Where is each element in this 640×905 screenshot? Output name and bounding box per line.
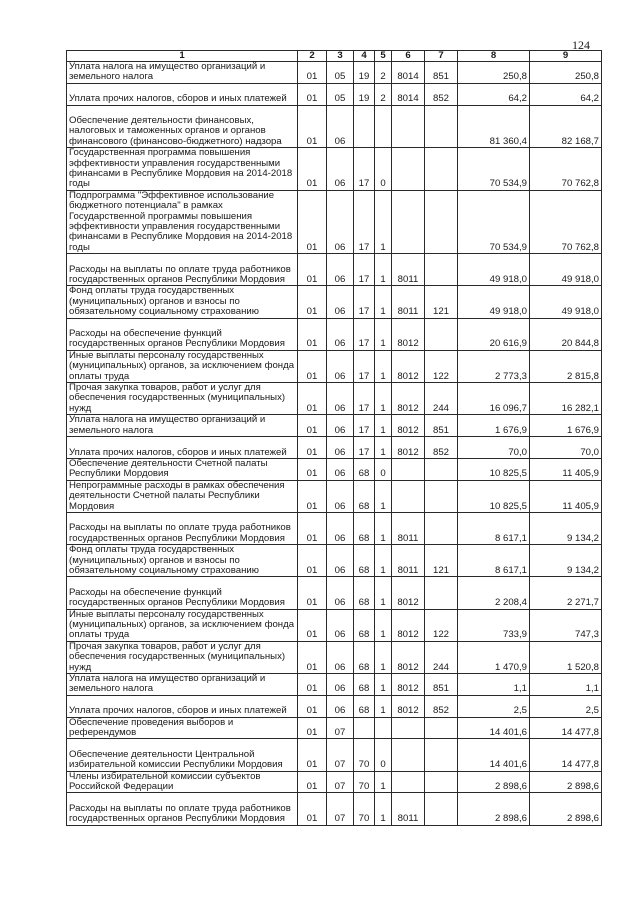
item-name: Фонд оплаты труда государственных (муниципальных) органов и взносы по обязательному социальному страхованию — [67, 286, 298, 318]
item-name: Обеспечение деятельности Центральной избирательной комиссии Республики Мордовия — [67, 739, 298, 771]
table-row — [67, 105, 602, 148]
subprogram-code: 2 — [375, 83, 392, 105]
table-row — [67, 695, 602, 717]
item-name: Расходы на обеспечение функций государственных органов Республики Мордовия — [67, 577, 298, 609]
program-code: 68 — [354, 512, 375, 544]
program-code: 17 — [354, 148, 375, 191]
subsection-code: 06 — [327, 695, 354, 717]
amount-year-2: 70 762,8 — [530, 148, 602, 191]
amount-year-2: 2 898,6 — [530, 793, 602, 825]
header-row — [67, 51, 602, 62]
table-row — [67, 673, 602, 695]
expense-type-code — [425, 148, 458, 191]
table-row — [67, 62, 602, 84]
subsection-code: 06 — [327, 609, 354, 641]
section-code: 01 — [298, 480, 327, 512]
page-number: 124 — [572, 38, 590, 52]
subsection-code: 06 — [327, 148, 354, 191]
subsection-code: 07 — [327, 771, 354, 793]
amount-year-1: 16 096,7 — [458, 383, 530, 415]
expense-type-code — [425, 739, 458, 771]
item-name: Прочая закупка товаров, работ и услуг для обеспечения государственных (муниципальных) нужд — [67, 641, 298, 673]
amount-year-1: 49 918,0 — [458, 254, 530, 286]
program-code: 68 — [354, 577, 375, 609]
program-code: 19 — [354, 83, 375, 105]
subprogram-code: 1 — [375, 437, 392, 459]
section-code: 01 — [298, 609, 327, 641]
table-row — [67, 609, 602, 641]
column-header-5: 5 — [375, 51, 392, 62]
expense-type-code: 122 — [425, 350, 458, 382]
subsection-code: 06 — [327, 437, 354, 459]
column-header-6: 6 — [392, 51, 425, 62]
target-code: 8012 — [392, 673, 425, 695]
target-code: 8011 — [392, 254, 425, 286]
amount-year-2: 49 918,0 — [530, 254, 602, 286]
program-code: 70 — [354, 771, 375, 793]
program-code — [354, 717, 375, 739]
amount-year-1: 2,5 — [458, 695, 530, 717]
program-code: 17 — [354, 383, 375, 415]
item-name: Иные выплаты персоналу государственных (муниципальных) органов, за исключением фонда оплаты труда — [67, 609, 298, 641]
subsection-code: 06 — [327, 545, 354, 577]
item-name: Непрограммные расходы в рамках обеспечения деятельности Счетной палаты Республики Мордовия — [67, 480, 298, 512]
subprogram-code: 1 — [375, 609, 392, 641]
table-row — [67, 437, 602, 459]
expense-type-code — [425, 717, 458, 739]
subprogram-code: 1 — [375, 695, 392, 717]
table-row — [67, 190, 602, 253]
target-code — [392, 771, 425, 793]
amount-year-2: 70 762,8 — [530, 190, 602, 253]
subsection-code: 06 — [327, 512, 354, 544]
subprogram-code: 1 — [375, 383, 392, 415]
program-code: 17 — [354, 254, 375, 286]
target-code: 8012 — [392, 437, 425, 459]
item-name: Обеспечение проведения выборов и референдумов — [67, 717, 298, 739]
column-header-8: 8 — [458, 51, 530, 62]
section-code: 01 — [298, 458, 327, 480]
amount-year-1: 8 617,1 — [458, 545, 530, 577]
subprogram-code: 1 — [375, 254, 392, 286]
table-row — [67, 793, 602, 825]
program-code: 68 — [354, 641, 375, 673]
subprogram-code — [375, 105, 392, 148]
target-code: 8012 — [392, 577, 425, 609]
subprogram-code: 1 — [375, 415, 392, 437]
amount-year-1: 20 616,9 — [458, 318, 530, 350]
subprogram-code: 1 — [375, 771, 392, 793]
amount-year-1: 64,2 — [458, 83, 530, 105]
target-code: 8011 — [392, 286, 425, 318]
program-code: 70 — [354, 739, 375, 771]
target-code — [392, 458, 425, 480]
item-name: Уплата прочих налогов, сборов и иных платежей — [67, 695, 298, 717]
program-code: 17 — [354, 286, 375, 318]
program-code: 19 — [354, 62, 375, 84]
amount-year-1: 8 617,1 — [458, 512, 530, 544]
subprogram-code: 1 — [375, 480, 392, 512]
amount-year-1: 70,0 — [458, 437, 530, 459]
subsection-code: 06 — [327, 641, 354, 673]
amount-year-1: 2 898,6 — [458, 771, 530, 793]
item-name: Государственная программа повышения эффективности управления государственными финансами в Республике Мордовия на 2014-2018 годы — [67, 148, 298, 191]
target-code: 8012 — [392, 695, 425, 717]
item-name: Фонд оплаты труда государственных (муниципальных) органов и взносы по обязательному социальному страхованию — [67, 545, 298, 577]
amount-year-2: 2 898,6 — [530, 771, 602, 793]
amount-year-2: 11 405,9 — [530, 480, 602, 512]
subprogram-code: 1 — [375, 318, 392, 350]
section-code: 01 — [298, 190, 327, 253]
expense-type-code: 851 — [425, 62, 458, 84]
subprogram-code: 1 — [375, 577, 392, 609]
subsection-code: 06 — [327, 480, 354, 512]
subprogram-code: 0 — [375, 458, 392, 480]
amount-year-2: 2,5 — [530, 695, 602, 717]
amount-year-1: 2 898,6 — [458, 793, 530, 825]
amount-year-2: 70,0 — [530, 437, 602, 459]
table-row — [67, 415, 602, 437]
subprogram-code: 1 — [375, 350, 392, 382]
budget-table — [66, 50, 602, 826]
table-row — [67, 83, 602, 105]
program-code: 17 — [354, 415, 375, 437]
section-code: 01 — [298, 512, 327, 544]
column-header-7: 7 — [425, 51, 458, 62]
amount-year-1: 70 534,9 — [458, 190, 530, 253]
table-row — [67, 771, 602, 793]
section-code: 01 — [298, 673, 327, 695]
section-code: 01 — [298, 717, 327, 739]
amount-year-1: 1 470,9 — [458, 641, 530, 673]
section-code: 01 — [298, 254, 327, 286]
target-code: 8012 — [392, 350, 425, 382]
section-code: 01 — [298, 350, 327, 382]
subsection-code: 06 — [327, 105, 354, 148]
amount-year-2: 9 134,2 — [530, 512, 602, 544]
table-row — [67, 254, 602, 286]
expense-type-code: 852 — [425, 695, 458, 717]
item-name: Расходы на обеспечение функций государственных органов Республики Мордовия — [67, 318, 298, 350]
amount-year-2: 14 477,8 — [530, 739, 602, 771]
amount-year-2: 9 134,2 — [530, 545, 602, 577]
expense-type-code — [425, 254, 458, 286]
target-code: 8014 — [392, 83, 425, 105]
expense-type-code — [425, 793, 458, 825]
target-code: 8011 — [392, 545, 425, 577]
item-name: Уплата налога на имущество организаций и земельного налога — [67, 673, 298, 695]
column-header-4: 4 — [354, 51, 375, 62]
expense-type-code: 851 — [425, 415, 458, 437]
item-name: Прочая закупка товаров, работ и услуг для обеспечения государственных (муниципальных) нужд — [67, 383, 298, 415]
subprogram-code: 2 — [375, 62, 392, 84]
section-code: 01 — [298, 105, 327, 148]
target-code: 8012 — [392, 641, 425, 673]
table-row — [67, 739, 602, 771]
table-row — [67, 458, 602, 480]
amount-year-1: 14 401,6 — [458, 739, 530, 771]
item-name: Уплата прочих налогов, сборов и иных платежей — [67, 437, 298, 459]
subsection-code: 06 — [327, 286, 354, 318]
program-code: 17 — [354, 190, 375, 253]
amount-year-2: 11 405,9 — [530, 458, 602, 480]
expense-type-code — [425, 105, 458, 148]
amount-year-1: 733,9 — [458, 609, 530, 641]
amount-year-1: 10 825,5 — [458, 458, 530, 480]
program-code: 68 — [354, 609, 375, 641]
table-row — [67, 717, 602, 739]
subsection-code: 07 — [327, 793, 354, 825]
table-row — [67, 512, 602, 544]
expense-type-code: 852 — [425, 83, 458, 105]
subprogram-code: 1 — [375, 545, 392, 577]
column-header-9: 9 — [530, 51, 602, 62]
target-code: 8012 — [392, 318, 425, 350]
target-code: 8011 — [392, 793, 425, 825]
expense-type-code — [425, 480, 458, 512]
amount-year-1: 1 676,9 — [458, 415, 530, 437]
item-name: Члены избирательной комиссии субъектов Российской Федерации — [67, 771, 298, 793]
subsection-code: 05 — [327, 83, 354, 105]
section-code: 01 — [298, 739, 327, 771]
target-code — [392, 148, 425, 191]
table-row — [67, 350, 602, 382]
expense-type-code: 121 — [425, 545, 458, 577]
section-code: 01 — [298, 318, 327, 350]
expense-type-code — [425, 458, 458, 480]
table-row — [67, 545, 602, 577]
subprogram-code: 0 — [375, 739, 392, 771]
section-code: 01 — [298, 286, 327, 318]
amount-year-1: 10 825,5 — [458, 480, 530, 512]
column-header-3: 3 — [327, 51, 354, 62]
table-row — [67, 383, 602, 415]
subsection-code: 06 — [327, 254, 354, 286]
subprogram-code — [375, 717, 392, 739]
column-header-1: 1 — [67, 51, 298, 62]
expense-type-code: 122 — [425, 609, 458, 641]
subprogram-code: 1 — [375, 190, 392, 253]
subsection-code: 06 — [327, 318, 354, 350]
amount-year-1: 49 918,0 — [458, 286, 530, 318]
program-code: 68 — [354, 673, 375, 695]
subsection-code: 05 — [327, 62, 354, 84]
item-name: Уплата прочих налогов, сборов и иных платежей — [67, 83, 298, 105]
expense-type-code: 851 — [425, 673, 458, 695]
amount-year-1: 81 360,4 — [458, 105, 530, 148]
target-code — [392, 190, 425, 253]
target-code: 8012 — [392, 383, 425, 415]
item-name: Иные выплаты персоналу государственных (муниципальных) органов, за исключением фонда оплаты труда — [67, 350, 298, 382]
amount-year-2: 1 676,9 — [530, 415, 602, 437]
subprogram-code: 1 — [375, 793, 392, 825]
section-code: 01 — [298, 437, 327, 459]
program-code: 17 — [354, 437, 375, 459]
table-row — [67, 577, 602, 609]
amount-year-2: 82 168,7 — [530, 105, 602, 148]
program-code: 17 — [354, 350, 375, 382]
amount-year-2: 16 282,1 — [530, 383, 602, 415]
target-code: 8012 — [392, 415, 425, 437]
section-code: 01 — [298, 148, 327, 191]
subsection-code: 07 — [327, 717, 354, 739]
amount-year-2: 20 844,8 — [530, 318, 602, 350]
amount-year-1: 1,1 — [458, 673, 530, 695]
target-code: 8011 — [392, 512, 425, 544]
program-code — [354, 105, 375, 148]
item-name: Расходы на выплаты по оплате труда работников государственных органов Республики Мордовия — [67, 793, 298, 825]
amount-year-1: 14 401,6 — [458, 717, 530, 739]
expense-type-code: 852 — [425, 437, 458, 459]
subsection-code: 06 — [327, 458, 354, 480]
amount-year-2: 250,8 — [530, 62, 602, 84]
expense-type-code — [425, 577, 458, 609]
table-row — [67, 148, 602, 191]
table-row — [67, 286, 602, 318]
section-code: 01 — [298, 641, 327, 673]
item-name: Обеспечение деятельности Счетной палаты Республики Мордовия — [67, 458, 298, 480]
expense-type-code — [425, 190, 458, 253]
subprogram-code: 1 — [375, 286, 392, 318]
subsection-code: 07 — [327, 739, 354, 771]
table-row — [67, 641, 602, 673]
item-name: Уплата налога на имущество организаций и земельного налога — [67, 62, 298, 84]
target-code — [392, 480, 425, 512]
program-code: 68 — [354, 695, 375, 717]
target-code — [392, 105, 425, 148]
expense-type-code: 121 — [425, 286, 458, 318]
column-header-2: 2 — [298, 51, 327, 62]
target-code — [392, 739, 425, 771]
subsection-code: 06 — [327, 383, 354, 415]
subsection-code: 06 — [327, 577, 354, 609]
subprogram-code: 0 — [375, 148, 392, 191]
section-code: 01 — [298, 545, 327, 577]
section-code: 01 — [298, 83, 327, 105]
item-name: Расходы на выплаты по оплате труда работников государственных органов Республики Мордовия — [67, 512, 298, 544]
amount-year-1: 2 208,4 — [458, 577, 530, 609]
program-code: 68 — [354, 458, 375, 480]
section-code: 01 — [298, 793, 327, 825]
subprogram-code: 1 — [375, 673, 392, 695]
table-row — [67, 480, 602, 512]
amount-year-1: 2 773,3 — [458, 350, 530, 382]
amount-year-2: 747,3 — [530, 609, 602, 641]
section-code: 01 — [298, 577, 327, 609]
section-code: 01 — [298, 695, 327, 717]
item-name: Расходы на выплаты по оплате труда работников государственных органов Республики Мордовия — [67, 254, 298, 286]
expense-type-code — [425, 771, 458, 793]
expense-type-code — [425, 318, 458, 350]
table-row — [67, 318, 602, 350]
subsection-code: 06 — [327, 673, 354, 695]
program-code: 68 — [354, 480, 375, 512]
subsection-code: 06 — [327, 415, 354, 437]
amount-year-2: 1 520,8 — [530, 641, 602, 673]
amount-year-2: 2 815,8 — [530, 350, 602, 382]
amount-year-2: 2 271,7 — [530, 577, 602, 609]
subsection-code: 06 — [327, 190, 354, 253]
item-name: Обеспечение деятельности финансовых, налоговых и таможенных органов и органов финансового (финансово-бюджетного) надзора — [67, 105, 298, 148]
subprogram-code: 1 — [375, 641, 392, 673]
subprogram-code: 1 — [375, 512, 392, 544]
amount-year-2: 49 918,0 — [530, 286, 602, 318]
subsection-code: 06 — [327, 350, 354, 382]
amount-year-2: 1,1 — [530, 673, 602, 695]
program-code: 17 — [354, 318, 375, 350]
program-code: 68 — [354, 545, 375, 577]
target-code: 8012 — [392, 609, 425, 641]
item-name: Уплата налога на имущество организаций и земельного налога — [67, 415, 298, 437]
expense-type-code: 244 — [425, 641, 458, 673]
amount-year-2: 64,2 — [530, 83, 602, 105]
section-code: 01 — [298, 383, 327, 415]
amount-year-1: 250,8 — [458, 62, 530, 84]
amount-year-2: 14 477,8 — [530, 717, 602, 739]
section-code: 01 — [298, 62, 327, 84]
expense-type-code: 244 — [425, 383, 458, 415]
target-code: 8014 — [392, 62, 425, 84]
program-code: 70 — [354, 793, 375, 825]
section-code: 01 — [298, 771, 327, 793]
amount-year-1: 70 534,9 — [458, 148, 530, 191]
expense-type-code — [425, 512, 458, 544]
section-code: 01 — [298, 415, 327, 437]
item-name: Подпрограмма "Эффективное использование бюджетного потенциала" в рамках Государственной программы повышения эффективности управления государственными финансами в Республике Мордовия на 2014-2018 годы — [67, 190, 298, 253]
target-code — [392, 717, 425, 739]
